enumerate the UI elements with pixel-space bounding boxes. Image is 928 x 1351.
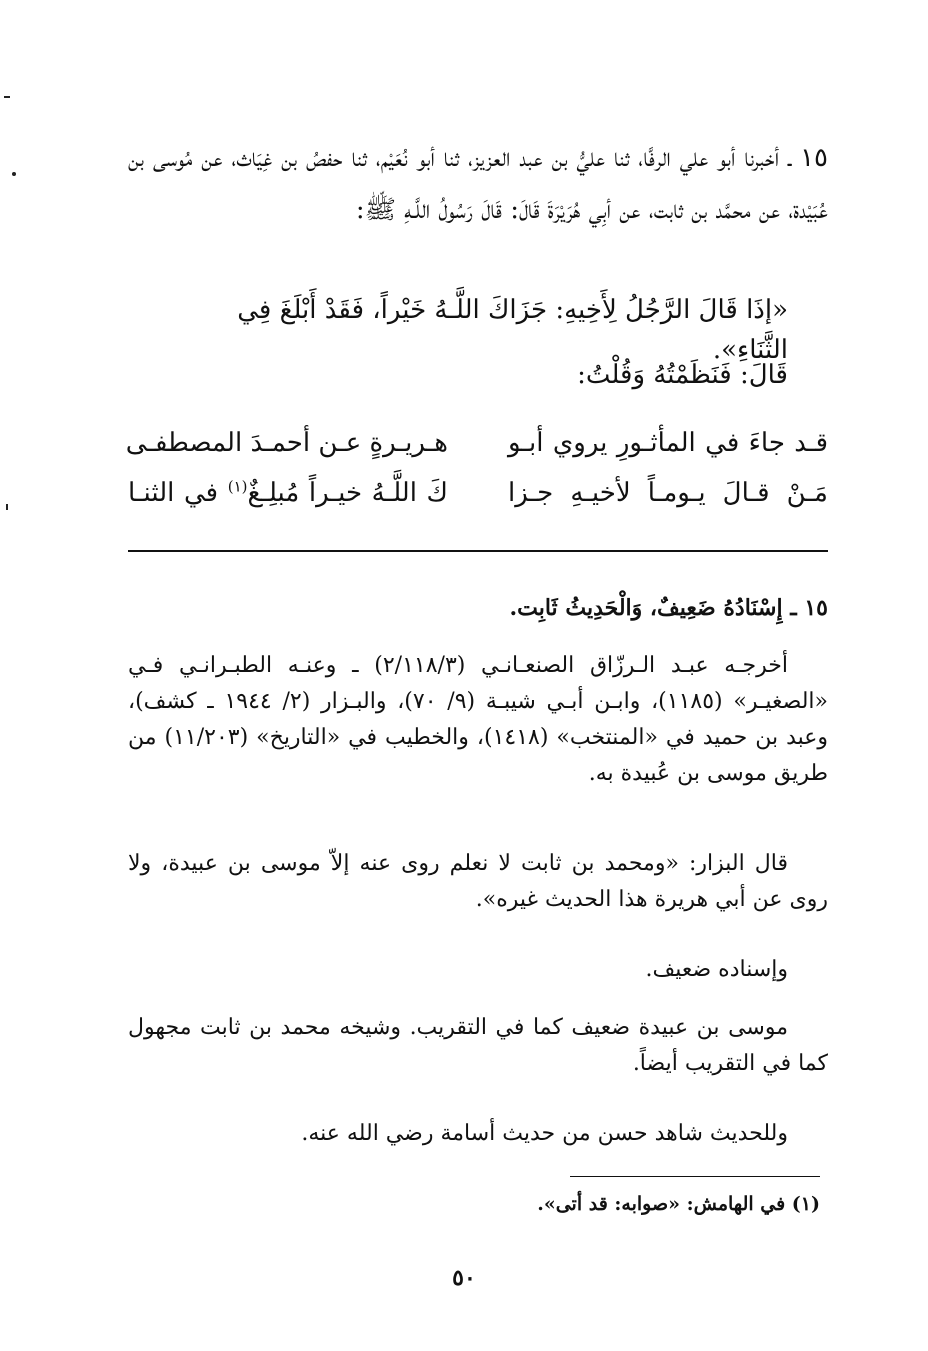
poem-hemistich-left-part: كَ اللَّـهُ خيـراً مُبلِـغٌ [247, 478, 448, 508]
footnote-divider [570, 1176, 820, 1177]
footnote: (١) في الهامش: «صوابه: قد أتى». [537, 1193, 820, 1215]
commentary-paragraph: موسى بن عبيدة ضعيف كما في التقريب. وشيخه محمد بن ثابت مجهول كما في التقريب أيضاً. [128, 1015, 828, 1076]
margin-mark [4, 96, 10, 98]
commentary-paragraph: وإسناده ضعيف. [645, 957, 788, 982]
hadith-text: ١٥ ـ أخبرنا أبو علي الرفَّا، ثنا عليُّ بن عبد العزيز، ثنا أبو نُعَيْم، ثنا حفصُ بن غِيَاث، عن مُوسى بن عُبَيْدة، عن محمَّد بن ثابت، عن أبِي هُرَيْرَةَ قَالَ: قَالَ رَسُولُ اللَّـهِ ﷺ: [128, 143, 828, 225]
poem [125, 418, 828, 518]
page-number: ٥٠ [452, 1265, 476, 1291]
poem-hemistich-left: هـريـرةٍ عـن أحمـدَ المصطفـى [125, 428, 448, 458]
poem-line [128, 468, 828, 518]
footnote-reference: (١) [227, 477, 248, 496]
commentary-heading: ١٥ ـ إِسْنَادُهُ ضَعِيفٌ، وَالْحَدِيثُ ثَابِت. [509, 595, 828, 621]
poem-hemistich-left-part: في الثنـا [128, 478, 228, 508]
hadith-quote: «إذَا قَالَ الرَّجُلُ لِأَخِيهِ: جَزَاكَ اللَّـهُ خَيْراً، فَقَدْ أَبْلَغَ فِي الثَّنَاءِ». [237, 295, 788, 365]
margin-mark [12, 172, 16, 176]
margin-mark [6, 504, 8, 510]
commentary-paragraph: أخرجـه عبـد الـرزّاق الصنعـانـي (٢/١١٨/٣) ـ وعنـه الطبـرانـي فـي «الصغيـر» (١١٨٥)، وابـن أبـي شيبـة (٩/ ٧٠)، والبـزار (٢/ ١٩٤٤ ـ كشف)، وعبد بن حميد في «المنتخب» (١٤١٨)، والخطيب في «التاريخ» (١١/٢٠٣) من طريق موسى بن عُبيدة به. [128, 653, 829, 786]
poem-hemistich-left [128, 468, 448, 518]
section-divider [128, 550, 828, 552]
commentary-paragraph: قال البزار: «ومحمد بن ثابت لا نعلم روى عنه إلاّ موسى بن عبيدة، ولا روى عن أبي هريرة هذا الحديث غيره». [128, 851, 828, 912]
poem-hemistich-right: مَـنْ قـالَ يـومـاً لأخيـهِ جـزا [508, 478, 828, 508]
hadith-qala: قَالَ: فَنَظَمْتُهُ وَقُلْتُ: [577, 360, 788, 390]
poem-hemistich-right: قـد جاءَ في المأثـورِ يروي أبـو [508, 428, 828, 458]
poem-line [125, 418, 828, 468]
commentary-paragraph: وللحديث شاهد حسن من حديث أسامة رضي الله عنه. [301, 1121, 788, 1146]
